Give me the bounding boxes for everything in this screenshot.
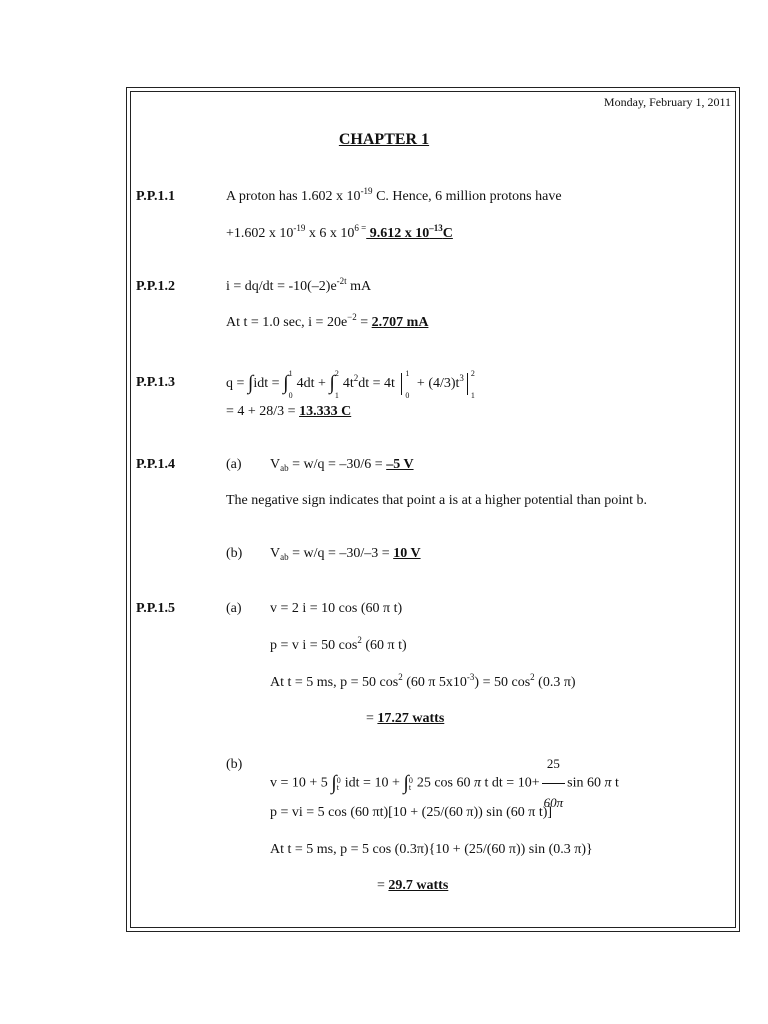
pp15-a-line3-text-d: (0.3 π) [534,675,576,690]
pp15-b-pi: π [474,775,482,791]
pp15-a-result [366,711,444,727]
problem-label-1-3: P.P.1.3 [136,375,176,390]
pp14-part-a-tag: (a) [226,457,242,472]
pp15-b-lim2-lower: 0 [408,775,413,785]
pp15-a-line3-exp2: -3 [466,672,475,682]
pp15-a-line3-exp3: 2 [530,672,535,682]
pp15-b-frac-den: 60π [543,795,564,810]
pp13-term3-exp: 3 [459,373,464,383]
pp15-b-lim1-upper: t [336,782,340,792]
pp11-line1-text: A proton has 1.602 x 10 [226,189,361,204]
integral-sign: ∫ [331,771,337,794]
pp13-term2-exp: 2 [353,373,359,383]
pp15-b-result [377,878,448,894]
pp14-a-v: V [270,457,281,472]
pp13-lim2-upper: 2 [334,368,339,378]
pp13-eval2-lower: 1 [470,390,475,400]
pp15-b-limits-1 [337,777,345,791]
pp12-line1 [226,276,372,295]
pp13-idt: idt = [253,376,284,391]
integral-sign: ∫ [403,771,409,794]
pp15-b-limits-2 [409,777,417,791]
pp13-eval-limits-2 [470,368,479,400]
pp14-a-eq: = w/q = –30/6 = [288,457,387,472]
pp15-b-line3: At t = 5 ms, p = 5 cos (0.3π){10 + (25/(60 π)) sin (0.3 π)} [270,842,593,857]
pp12-line1-text: i = dq/dt = -10(–2)e [226,279,337,294]
pp15-b-result-eq: = [377,878,389,893]
pp15-a-line2-exp: 2 [357,635,362,645]
integral-sign: ∫ [283,372,289,394]
pp15-b-line1 [270,745,619,810]
header-date: Monday, February 1, 2011 [603,95,731,109]
pp15-a-result-eq: = [366,711,378,726]
problem-label-1-1: P.P.1.1 [136,189,176,204]
pp13-answer: 13.333 C [299,404,352,419]
pp12-line2 [226,312,429,331]
pp13-term3: + (4/3)t [413,376,460,391]
pp11-line2-text: +1.602 x 10 [226,226,294,241]
pp15-b-tail2: t [611,775,619,791]
pp13-limits-2 [334,368,343,400]
pp15-a-line3-text-c: ) = 50 cos [474,675,531,690]
pp13-term1: 4dt + [296,376,330,391]
pp15-b-integrand: 25 cos 60 [416,775,475,791]
pp14-a-sub: ab [280,463,289,473]
pp13-eval1-lower: 0 [405,390,410,400]
pp11-line2-exp1: -19 [293,223,306,233]
pp13-q: q = [226,376,248,391]
pp15-a-line2-text-b: (60 π t) [361,638,407,653]
pp11-answer-base: 9.612 x 10 [366,226,430,241]
pp14-note: The negative sign indicates that point a is at a higher potential than point b. [226,493,648,508]
pp14-part-b-tag: (b) [226,546,243,561]
pp15-part-a-tag: (a) [226,601,242,616]
integral-sign: ∫ [329,372,335,394]
pp14-a-answer: –5 V [386,457,414,472]
pp12-answer: 2.707 mA [371,315,429,330]
pp13-term2: 4t [342,376,354,391]
pp14-b-v: V [270,546,281,561]
pp11-answer-exp: –13 [429,223,443,233]
pp13-line1 [226,368,479,400]
pp15-b-line2: p = vi = 5 cos (60 πt)[10 + (25/(60 π)) sin (60 π t)] [270,805,553,820]
pp15-b-answer: 29.7 watts [388,878,449,893]
pp12-line1-exp: -2t [336,276,347,286]
pp15-b-pi-2: π [604,775,612,791]
problem-label-1-2: P.P.1.2 [136,279,176,294]
pp13-term2b: dt = 4t [358,376,395,391]
pp15-a-line2-text: p = v i = 50 cos [270,638,358,653]
pp11-line1 [226,186,562,205]
pp11-answer-unit: C [442,226,453,241]
pp13-eval-limits-1 [405,368,413,400]
pp13-lim1-lower: 0 [288,390,293,400]
pp15-a-line2 [270,635,407,654]
eval-bar [467,373,468,395]
pp13-line2-text: = 4 + 28/3 = [226,404,300,419]
pp12-line2-text-b: = [356,315,372,330]
pp15-a-line3-exp1: 2 [398,672,403,682]
pp13-limits-1 [288,368,297,400]
pp15-b-mid: idt = 10 + [344,775,404,791]
problem-label-1-5: P.P.1.5 [136,601,176,616]
pp11-line2-text-b: x 6 x 10 [305,226,355,241]
pp15-a-line3 [270,672,576,691]
pp12-line1-text-b: mA [346,279,372,294]
pp15-b-frac-num: 25 [542,745,566,784]
pp15-a-line3-text: At t = 5 ms, p = 50 cos [270,675,399,690]
pp15-part-b-tag: (b) [226,757,243,772]
pp15-b-tail: sin 60 [567,775,605,791]
pp14-b-sub: ab [280,552,289,562]
pp13-lim2-lower: 1 [334,390,339,400]
pp13-lim1-upper: 1 [288,368,293,378]
pp15-b-lim2-upper: t [408,782,412,792]
pp12-line2-text: At t = 1.0 sec, i = 20e [226,315,348,330]
pp12-line2-exp: −2 [347,312,357,322]
pp11-answer [366,223,453,241]
pp15-b-v: v = 10 + 5 [270,775,328,791]
pp15-b-lim1-lower: 0 [336,775,341,785]
pp15-a-line1: v = 2 i = 10 cos (60 π t) [270,601,403,616]
pp14-b-answer: 10 V [393,546,421,561]
chapter-title: CHAPTER 1 [338,131,430,148]
pp14-part-b [270,546,421,562]
pp11-line1-exp: -19 [360,186,373,196]
pp15-a-answer: 17.27 watts [377,711,445,726]
pp13-line2 [226,404,351,420]
pp11-line2 [226,223,453,242]
problem-label-1-4: P.P.1.4 [136,457,176,472]
pp13-eval2-upper: 2 [470,368,475,378]
pp11-line1-text-b: C. Hence, 6 million protons have [372,189,562,204]
pp13-eval1-upper: 1 [405,368,410,378]
pp15-b-after: t dt = 10+ [481,775,540,791]
pp14-part-a [270,457,414,473]
integral-sign: ∫ [247,372,254,394]
pp11-line2-exp2: 6 = [354,223,367,233]
eval-bar [401,373,402,395]
pp14-b-eq: = w/q = –30/–3 = [288,546,394,561]
pp15-a-line3-text-b: (60 π 5x10 [402,675,467,690]
